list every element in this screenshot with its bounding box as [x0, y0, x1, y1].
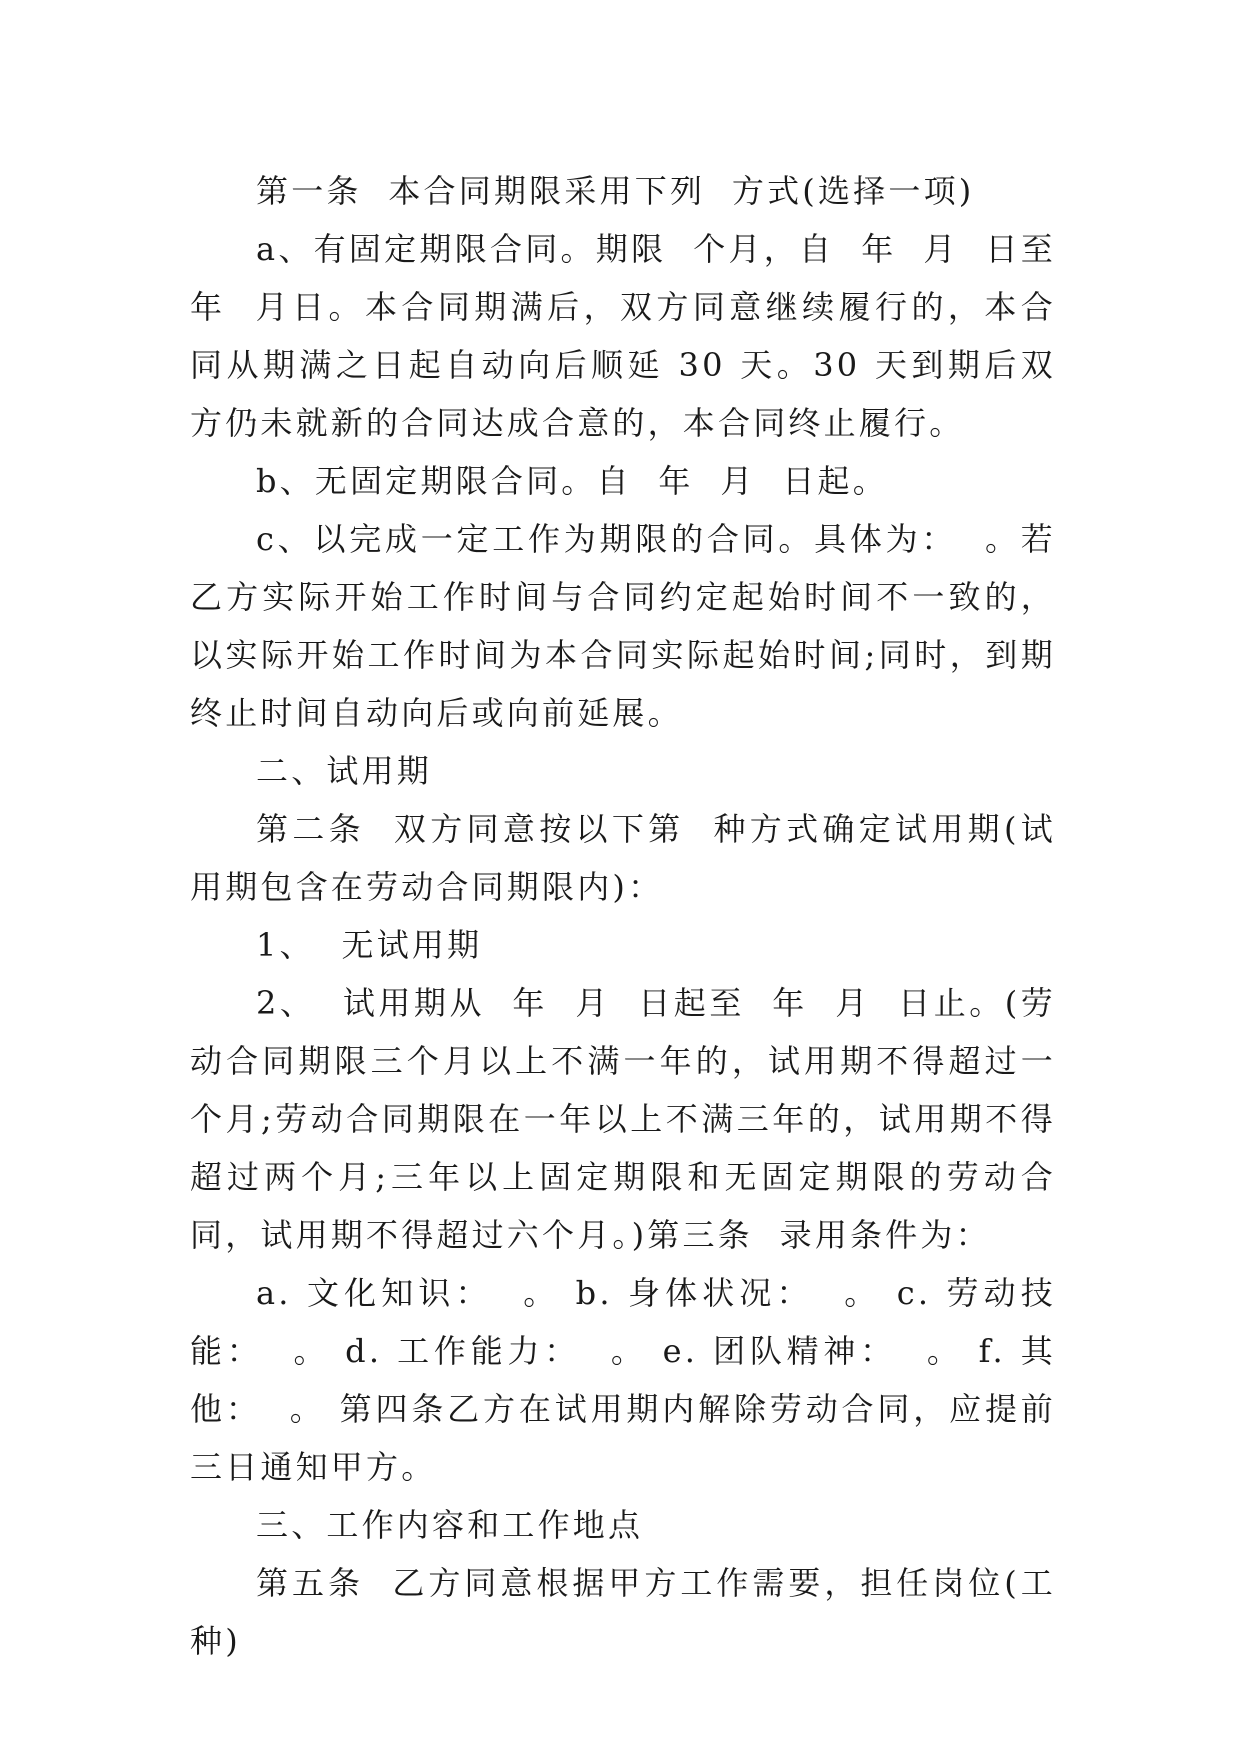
document-body	[190, 162, 1083, 1670]
paragraph-article-2: 第二条 双方同意按以下第 种方式确定试用期(试用期包含在劳动合同期限内)：	[190, 810, 1056, 906]
paragraph-option-c: c、以完成一定工作为期限的合同。具体为： 。若乙方实际开始工作时间与合同约定起始时间不一致的，以实际开始工作时间为本合同实际起始时间;同时，到期终止时间自动向后或向前延展。	[190, 520, 1056, 732]
paragraph-article-5: 第五条 乙方同意根据甲方工作需要，担任岗位(工种)	[190, 1564, 1056, 1660]
section-heading-probation: 二、试用期	[256, 752, 433, 790]
paragraph-item-2: 2、 试用期从 年 月 日起至 年 月 日止。(劳动合同期限三个月以上不满一年的，试用期不得超过一个月;劳动合同期限在一年以上不满三年的，试用期不得超过两个月;三年以上固定期限和无固定期限的劳动合同，试用期不得超过六个月。)第三条 录用条件为：	[190, 984, 1056, 1254]
paragraph-item-1: 1、 无试用期	[256, 926, 483, 964]
paragraph-option-a: a、有固定期限合同。期限 个月，自 年 月 日至 年 月日。本合同期满后，双方同意继续履行的，本合同从期满之日起自动向后顺延 30 天。30 天到期后双方仍未就新的合同达成合意的，本合同终止履行。	[190, 230, 1083, 442]
paragraph-option-b: b、无固定期限合同。自 年 月 日起。	[256, 462, 888, 500]
paragraph-article-1: 第一条 本合同期限采用下列 方式(选择一项)	[256, 172, 975, 210]
section-heading-work-content: 三、工作内容和工作地点	[256, 1506, 644, 1544]
paragraph-hiring-conditions: a. 文化知识： 。 b. 身体状况： 。 c. 劳动技能： 。 d. 工作能力： 。 e. 团队精神： 。 f. 其他： 。 第四条乙方在试用期内解除劳动合同，应提前三日通知甲方。	[190, 1274, 1056, 1486]
